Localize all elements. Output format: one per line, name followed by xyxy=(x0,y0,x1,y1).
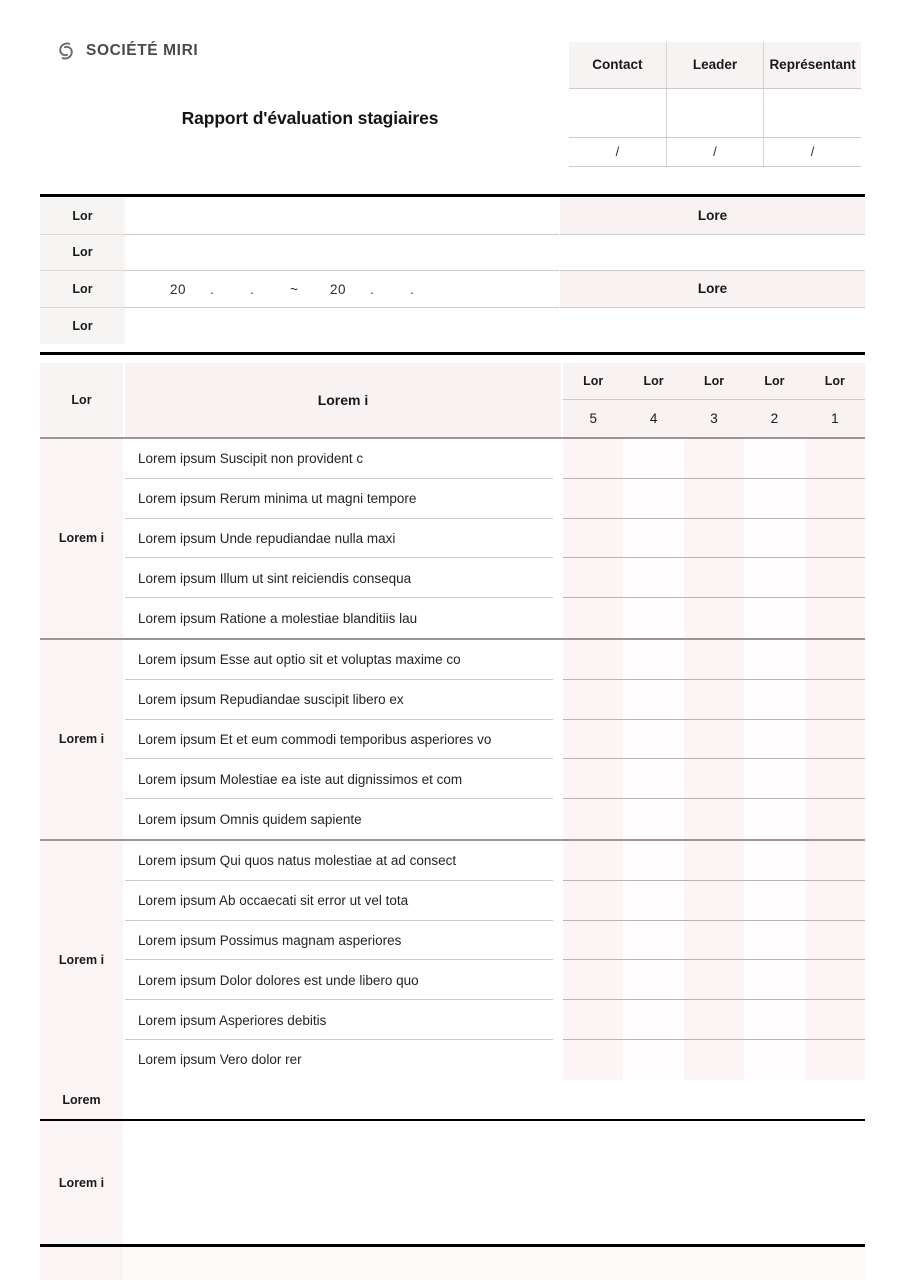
date-dot-2: . xyxy=(250,281,255,297)
signature-date-representant[interactable]: / xyxy=(764,137,861,166)
info-date-value[interactable] xyxy=(125,271,559,308)
table-row xyxy=(123,841,865,881)
table-row xyxy=(123,519,865,559)
signature-header-row xyxy=(569,42,861,88)
scale-value-2: 2 xyxy=(770,411,779,426)
info-right-cell: Lore xyxy=(560,198,865,235)
info-row-label: Lor xyxy=(40,271,125,308)
row-text: Lorem ipsum Esse aut optio sit et voluptas maxime co xyxy=(123,640,563,680)
evaluation-header-row xyxy=(40,363,865,439)
footer-a-label: Lorem xyxy=(40,1080,123,1120)
date-range xyxy=(170,282,450,297)
rating-cell-1[interactable] xyxy=(805,439,865,479)
rating-cell-1[interactable] xyxy=(805,921,865,961)
table-row xyxy=(123,1000,865,1040)
rating-cell-1[interactable] xyxy=(805,680,865,720)
rating-cell-5[interactable] xyxy=(563,799,623,839)
rating-cell-5[interactable] xyxy=(563,720,623,760)
rating-cell-2[interactable] xyxy=(744,598,804,638)
group-label: Lorem i xyxy=(40,841,123,1080)
row-text: Lorem ipsum Asperiores debitis xyxy=(123,1000,563,1040)
row-text: Lorem ipsum Unde repudiandae nulla maxi xyxy=(123,519,563,559)
row-text: Lorem ipsum Suscipit non provident c xyxy=(123,439,563,479)
rating-cell-4[interactable] xyxy=(623,598,683,638)
group-rows xyxy=(123,841,865,1080)
rating-cell-5[interactable] xyxy=(563,759,623,799)
table-row xyxy=(123,1040,865,1080)
rating-cell-2[interactable] xyxy=(744,519,804,559)
row-rating-cells xyxy=(563,1040,865,1080)
eval-header-category: Lor xyxy=(40,363,123,437)
signature-date-row xyxy=(569,137,861,166)
rating-cell-5[interactable] xyxy=(563,479,623,519)
row-text: Lorem ipsum Ratione a molestiae blanditiis lau xyxy=(123,598,563,638)
rating-cell-2[interactable] xyxy=(744,960,804,1000)
rating-cell-2[interactable] xyxy=(744,640,804,680)
rating-cell-3[interactable] xyxy=(684,960,744,1000)
date-dot-3: . xyxy=(370,281,375,297)
row-text: Lorem ipsum Omnis quidem sapiente xyxy=(123,799,563,839)
scale-label-1: Lor xyxy=(824,374,845,388)
row-text: Lorem ipsum Molestiae ea iste aut dignissimos et com xyxy=(123,759,563,799)
row-rating-cells xyxy=(563,720,865,760)
rating-cell-5[interactable] xyxy=(563,558,623,598)
signature-date-contact[interactable]: / xyxy=(569,137,666,166)
info-row-value[interactable] xyxy=(125,235,559,272)
rating-cell-1[interactable] xyxy=(805,720,865,760)
date-dot-4: . xyxy=(410,281,415,297)
rating-cell-4[interactable] xyxy=(623,479,683,519)
group-label: Lorem i xyxy=(40,439,123,638)
signature-cell-representant[interactable] xyxy=(764,88,861,137)
row-rating-cells xyxy=(563,680,865,720)
rating-cell-4[interactable] xyxy=(623,558,683,598)
signature-header-contact: Contact xyxy=(569,42,666,88)
row-rating-cells xyxy=(563,881,865,921)
info-right-cell[interactable] xyxy=(560,235,865,272)
rating-cell-5[interactable] xyxy=(563,640,623,680)
row-rating-cells xyxy=(563,598,865,638)
scale-label-row xyxy=(563,363,865,400)
row-rating-cells xyxy=(563,519,865,559)
info-right-cell: Lore xyxy=(560,271,865,308)
scale-label-3: Lor xyxy=(703,374,725,388)
row-rating-cells xyxy=(563,759,865,799)
info-row-value[interactable] xyxy=(125,308,559,345)
rating-cell-5[interactable] xyxy=(563,921,623,961)
row-rating-cells xyxy=(563,799,865,839)
rating-cell-1[interactable] xyxy=(805,519,865,559)
rating-cell-4[interactable] xyxy=(623,680,683,720)
row-text: Lorem ipsum Vero dolor rer xyxy=(123,1040,563,1080)
rating-cell-3[interactable] xyxy=(684,598,744,638)
row-rating-cells xyxy=(563,479,865,519)
footer-b-label: Lorem i xyxy=(40,1121,123,1244)
rating-cell-3[interactable] xyxy=(684,921,744,961)
scale-value-5: 5 xyxy=(589,411,597,426)
rating-cell-2[interactable] xyxy=(744,881,804,921)
info-block xyxy=(40,198,865,344)
rating-cell-3[interactable] xyxy=(684,720,744,760)
row-rating-cells xyxy=(563,1000,865,1040)
eval-header-scale xyxy=(563,363,865,437)
page-header xyxy=(0,0,905,196)
group-rows xyxy=(123,439,865,638)
footer-section-a xyxy=(40,1080,865,1120)
rating-cell-1[interactable] xyxy=(805,598,865,638)
signature-header-representant: Représentant xyxy=(764,42,861,88)
evaluation-group xyxy=(40,640,865,841)
scale-value-row xyxy=(563,400,865,437)
scale-label-2: Lor xyxy=(764,374,785,388)
rating-cell-1[interactable] xyxy=(805,1040,865,1080)
rating-cell-3[interactable] xyxy=(684,799,744,839)
rating-cell-3[interactable] xyxy=(684,881,744,921)
row-text: Lorem ipsum Repudiandae suscipit libero ex xyxy=(123,680,563,720)
info-row-label: Lor xyxy=(40,235,125,272)
tail-strip xyxy=(40,1247,865,1280)
evaluation-group xyxy=(40,439,865,640)
rating-cell-1[interactable] xyxy=(805,960,865,1000)
rating-cell-3[interactable] xyxy=(684,439,744,479)
evaluation-group xyxy=(40,841,865,1082)
date-year-end: 20 xyxy=(330,281,347,297)
footer-a-body[interactable] xyxy=(123,1080,865,1120)
rating-cell-5[interactable] xyxy=(563,960,623,1000)
row-rating-cells xyxy=(563,960,865,1000)
signature-date-leader[interactable]: / xyxy=(666,137,763,166)
info-right-cell[interactable] xyxy=(560,308,865,344)
rating-cell-5[interactable] xyxy=(563,439,623,479)
rating-cell-2[interactable] xyxy=(744,921,804,961)
table-row xyxy=(123,799,865,839)
rating-cell-3[interactable] xyxy=(684,640,744,680)
rating-cell-4[interactable] xyxy=(623,640,683,680)
table-row xyxy=(123,439,865,479)
row-rating-cells xyxy=(563,640,865,680)
info-row xyxy=(40,308,559,345)
rating-cell-4[interactable] xyxy=(623,720,683,760)
rating-cell-3[interactable] xyxy=(684,680,744,720)
table-row xyxy=(123,479,865,519)
brand-name: SOCIÉTÉ MIRI xyxy=(86,42,199,59)
rating-cell-1[interactable] xyxy=(805,1000,865,1040)
rating-cell-2[interactable] xyxy=(744,680,804,720)
rating-cell-2[interactable] xyxy=(744,1000,804,1040)
signature-header-leader: Leader xyxy=(666,42,763,88)
rating-cell-3[interactable] xyxy=(684,479,744,519)
rating-cell-5[interactable] xyxy=(563,841,623,881)
table-row xyxy=(123,680,865,720)
info-right-column xyxy=(559,198,865,344)
spiral-s-logo-icon xyxy=(55,40,77,62)
info-row-label: Lor xyxy=(40,308,125,345)
signature-cell-leader[interactable] xyxy=(666,88,763,137)
divider-eval-top xyxy=(40,352,865,355)
rating-cell-4[interactable] xyxy=(623,1040,683,1080)
eval-header-item: Lorem i xyxy=(123,363,563,437)
info-row-label: Lor xyxy=(40,198,125,235)
row-rating-cells xyxy=(563,558,865,598)
rating-cell-5[interactable] xyxy=(563,598,623,638)
footer-b-body[interactable] xyxy=(123,1121,865,1244)
info-row-value[interactable] xyxy=(125,198,559,235)
rating-cell-3[interactable] xyxy=(684,1000,744,1040)
rating-cell-1[interactable] xyxy=(805,881,865,921)
signature-table xyxy=(569,42,861,167)
table-row xyxy=(123,720,865,760)
page-title: Rapport d'évaluation stagiaires xyxy=(181,108,439,128)
rating-cell-3[interactable] xyxy=(684,841,744,881)
row-text: Lorem ipsum Ab occaecati sit error ut vel tota xyxy=(123,881,563,921)
rating-cell-4[interactable] xyxy=(623,439,683,479)
rating-cell-3[interactable] xyxy=(684,519,744,559)
rating-cell-2[interactable] xyxy=(744,439,804,479)
rating-cell-2[interactable] xyxy=(744,841,804,881)
signature-blank-row xyxy=(569,88,861,137)
rating-cell-4[interactable] xyxy=(623,921,683,961)
row-text: Lorem ipsum Possimus magnam asperiores xyxy=(123,921,563,961)
info-row xyxy=(40,235,559,272)
rating-cell-5[interactable] xyxy=(563,1000,623,1040)
evaluation-table xyxy=(40,363,865,1082)
table-row xyxy=(123,598,865,638)
rating-cell-1[interactable] xyxy=(805,759,865,799)
table-row xyxy=(123,558,865,598)
tail-label-cell xyxy=(40,1247,123,1280)
rating-cell-4[interactable] xyxy=(623,1000,683,1040)
rating-cell-3[interactable] xyxy=(684,759,744,799)
group-label: Lorem i xyxy=(40,640,123,839)
rating-cell-2[interactable] xyxy=(744,1040,804,1080)
table-row xyxy=(123,881,865,921)
row-text: Lorem ipsum Rerum minima ut magni tempore xyxy=(123,479,563,519)
row-rating-cells xyxy=(563,841,865,881)
rating-cell-4[interactable] xyxy=(623,519,683,559)
scale-label-5: Lor xyxy=(583,374,604,388)
signature-cell-contact[interactable] xyxy=(569,88,666,137)
row-rating-cells xyxy=(563,439,865,479)
rating-cell-1[interactable] xyxy=(805,640,865,680)
table-row xyxy=(123,960,865,1000)
rating-cell-4[interactable] xyxy=(623,881,683,921)
scale-value-1: 1 xyxy=(831,411,839,426)
rating-cell-5[interactable] xyxy=(563,680,623,720)
date-year-start: 20 xyxy=(170,281,187,297)
footer-section-b xyxy=(40,1121,865,1244)
date-tilde: ~ xyxy=(290,281,299,297)
table-row xyxy=(123,640,865,680)
rating-cell-5[interactable] xyxy=(563,881,623,921)
rating-cell-4[interactable] xyxy=(623,759,683,799)
rating-cell-4[interactable] xyxy=(623,960,683,1000)
group-rows xyxy=(123,640,865,839)
info-row xyxy=(40,198,559,235)
rating-cell-2[interactable] xyxy=(744,558,804,598)
row-rating-cells xyxy=(563,921,865,961)
rating-cell-5[interactable] xyxy=(563,519,623,559)
row-text: Lorem ipsum Qui quos natus molestiae at ad consect xyxy=(123,841,563,881)
rating-cell-2[interactable] xyxy=(744,799,804,839)
table-row xyxy=(123,759,865,799)
scale-label-4: Lor xyxy=(643,374,664,388)
rating-cell-1[interactable] xyxy=(805,841,865,881)
rating-cell-3[interactable] xyxy=(684,1040,744,1080)
rating-cell-1[interactable] xyxy=(805,558,865,598)
rating-cell-2[interactable] xyxy=(744,720,804,760)
scale-value-3: 3 xyxy=(710,411,718,426)
rating-cell-4[interactable] xyxy=(623,841,683,881)
row-text: Lorem ipsum Et et eum commodi temporibus asperiores vo xyxy=(123,720,563,760)
brand xyxy=(55,40,198,62)
row-text: Lorem ipsum Dolor dolores est unde libero quo xyxy=(123,960,563,1000)
date-dot-1: . xyxy=(210,281,215,297)
rating-cell-1[interactable] xyxy=(805,479,865,519)
divider-top xyxy=(40,194,865,197)
info-row-date xyxy=(40,271,559,308)
rating-cell-5[interactable] xyxy=(563,1040,623,1080)
info-left-column xyxy=(40,198,559,344)
rating-cell-3[interactable] xyxy=(684,558,744,598)
rating-cell-2[interactable] xyxy=(744,479,804,519)
rating-cell-1[interactable] xyxy=(805,799,865,839)
row-text: Lorem ipsum Illum ut sint reiciendis consequa xyxy=(123,558,563,598)
rating-cell-4[interactable] xyxy=(623,799,683,839)
rating-cell-2[interactable] xyxy=(744,759,804,799)
table-row xyxy=(123,921,865,961)
scale-value-4: 4 xyxy=(649,411,658,426)
